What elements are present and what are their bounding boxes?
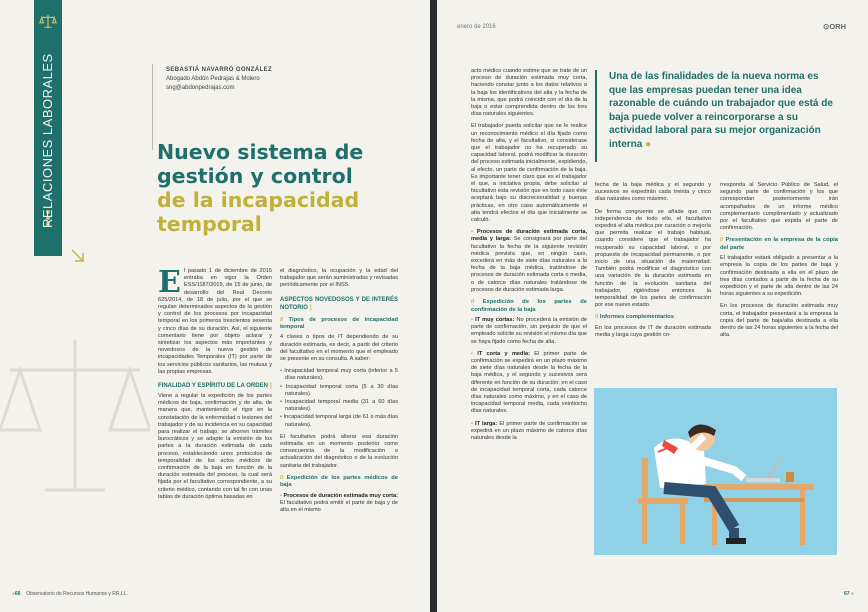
arrow-down-right-icon (70, 248, 86, 264)
title-line-4: temporal (157, 212, 262, 236)
orh-logo: ⊙ORH (823, 22, 846, 31)
illustration-drawing (594, 388, 837, 555)
r-col2-informes-body: En los procesos de IT de duración estimada media y larga cuya gestión co- (595, 324, 711, 339)
r-col3-body2: En los procesos de duración estimada muy corta, el trabajador presentará a la empresa la copia del parte de baja/alta destinada a ella dentro de las 24 horas siguientes a la fecha del alta. (720, 303, 838, 339)
footer-publication: Observatorio de Recursos Humanos y RR.LL. (26, 591, 128, 597)
author-divider (152, 64, 153, 150)
right-footer: 67 ● (844, 591, 854, 597)
list-item: • Incapacidad temporal corta (5 a 30 días naturales). (280, 384, 398, 398)
left-page (0, 0, 430, 612)
intro-text: l pasado 1 de diciembre de 2015 entraba en vigor la Orden ESS/1187/2015, de 15 de junio, de desarrollo del Real Decreto 625/2014, de 18 de julio, por el que se regulan determinados aspectos de la gestión y control de los procesos por incapacidad temporal en los primeros trescientos sesenta y cinco días de su duración. Así, el siguiente comentario tiene por objeto aclarar y sintetizar los aspectos más importantes y novedosos de la nueva gestión de incapacidades Temporales (IT) por parte de los servicios públicos sanitarios, las mutuas y las propias empresas. (158, 268, 272, 375)
subhead-confirmacion: // Expedición de los partes de confirmación de la baja (471, 299, 587, 313)
para-facultativo: El facultativo podrá alterar esa duración estimada en un momento posterior como consecuencia de la modificación o actualización del diagnóstico o de la evolución sanitaria del trabajador. (280, 433, 398, 469)
r-it-corta-media: • IT corta y media: El primer parte de confirmación se expedirá en un plazo máximo de siete días naturales desde la fecha de la baja médica, y el segundo y sucesivos será diferente en función de su duración: en el caso de incapacidad temporal corta, cada catorce días naturales como máximo, y en el caso de incapacidad temporal media, cada veintiocho días naturales. (471, 351, 587, 416)
r-col1-p1: acto médico cuando estime que se trate de un proceso de duración estimada muy corta, haciendo constar junto a los datos relativos a la baja los identificativos del alta y la fecha de la misma, que podrá coincidir con el día de la baja o estar comprendida dentro de los tres días naturales siguientes. (471, 68, 587, 118)
sick-worker-illustration (594, 388, 837, 555)
finalidad-body: Viene a regular la expedición de los partes médicos de baja, confirmación y de alta, de manera que, manteniendo el rigor en la constatación de la enfermedad o lesiones del trabajador y de su incidencia en su capacidad para realizar el trabajo, se ahorren trámites burocráticos y se adapte la emisión de los partes a la duración estimada de cada proceso, estableciendo unos protocolos de temporalidad de los actos médicos de confirmación de la baja en función de la duración estimada del proceso, la cual será fijada por el facultativo correspondiente, a su criterio médico, contando con tal fin con unas tablas de duración óptima basadas en (158, 393, 272, 500)
r-col1-p2: El trabajador pueda solicitar que se le realice un reconocimiento médico el día fijado como fecha de alta, y el facultativo, si considerase que el trabajador no ha recuperado su capacidad laboral, podrá modificar la duración del proceso estimada inicialmente, expidiendo, al efecto, un parte de confirmación de la baja. Es importante tener claro que es el trabajador el que, a iniciativa propia, debe solicitar al facultativo esta revisión que en todo caso éste aceptará bajo su discrecionalidad y buenas prácticas, en otro caso automáticamente el alta tendrá efectos el día que inicialmente se calculó. (471, 123, 587, 224)
right-page (437, 0, 868, 612)
r-it-muy-cortas: • IT muy cortas: No procederá la emisión de parte de confirmación, sin perjuicio de que el empleado solicite su revisión el mismo día que se haya fijado como fecha de alta. (471, 317, 587, 346)
section-label: RELACIONES LABORALES (40, 53, 55, 228)
subhead-tipos: // Tipos de procesos de incapacidad temporal (280, 316, 398, 331)
author-firm: Abogado Abdón Pedrajas & Molero (166, 76, 260, 82)
watermark-scales-icon (0, 330, 150, 500)
author-email[interactable]: sng@abdonpedrajas.com (166, 85, 235, 91)
col2-cont: el diagnóstico, la ocupación y la edad del trabajador que serán suministradas y revisadas periódicamente por el INSS. (280, 268, 398, 289)
article-title (157, 140, 407, 236)
author-block (166, 66, 272, 93)
r-col1-corta-media-larga: • Procesos de duración estimada corta, media y larga: Se consignará por parte del facultativo la fecha de la siguiente revisión médica prevista que, en ningún caso, excederá en más de siete días naturales a la fecha de la baja médica, tratándose de procesos de duración estimada corta o media, o de catorce días naturales tratándose de procesos de duración estimada larga. (471, 229, 587, 294)
r-col2-p2: De forma congruente se añade que con independencia de todo ello, el facultativo expedirá el alta médica por curación o mejoría que permita realizar el trabajo habitual, cuando considere que el trabajador ha recuperado su capacidad laboral, o por propuesta de incapacidad permanente, o por inicio de una situación de maternidad. También podrá modificar el diagnóstico con una variación de la duración estimada en función de la evolución sanitaria del trabajador, rigiéndose entonces la temporalidad de los partes de confirmación por ese nuevo estado. (595, 208, 711, 309)
page-number-left: 66 (15, 591, 21, 597)
list-item: • Incapacidad temporal media (31 a 60 días naturales). (280, 399, 398, 413)
list-item: • Incapacidad temporal muy corta (inferior a 5 días naturales). (280, 368, 398, 382)
heading-finalidad: FINALIDAD Y ESPÍRITU DE LA ORDEN ] (158, 383, 272, 390)
page-number-right: 67 (844, 591, 850, 597)
right-column-1 (471, 68, 587, 447)
title-line-2: gestión y control (157, 164, 353, 188)
r-col3-p1: rresponda al Servicio Público de Salud, el segundo parte de confirmación y los que correspondan posteriormente irán acompañados de un informe médico complementario cumplimentado y actualizado por el facultativo que expida el parte de confirmación. (720, 182, 838, 232)
right-column-2 (595, 182, 711, 344)
title-line-1: Nuevo sistema de (157, 140, 364, 164)
list-item: • Incapacidad temporal larga (de 61 o más días naturales). (280, 414, 398, 428)
left-footer: ●66 Observatorio de Recursos Humanos y RR.LL. (12, 591, 128, 597)
right-column-3 (720, 182, 838, 344)
r-col2-p1: fecha de la baja médica y el segundo y sucesivos se expedirán cada treinta y cinco días naturales como máximo. (595, 182, 711, 203)
left-column-2 (280, 268, 398, 519)
tipos-body: 4 clases o tipos de IT dependiendo de su duración estimada, es decir, a partir del criterio del facultativo en el momento que el empleado se presente en su consulta. A saber: (280, 334, 398, 363)
subhead-informes: // Informes complementarios (595, 314, 674, 321)
header-date: enero de 2016 (457, 24, 496, 30)
subhead-presentacion: // Presentación en la empresa de la copia del parte (720, 237, 838, 251)
pull-quote-bar (595, 70, 597, 162)
pull-quote: Una de las finalidades de la nueva norma es que las empresas puedan tener una idea razonable de cuándo un trabajador que está de baja puede volver a reincorporarse a su actividad laboral para su mejor organización interna ● (609, 71, 833, 150)
r-it-larga: • IT larga: El primer parte de confirmación se expedirá en un plazo máximo de catorce días naturales desde la (471, 421, 587, 443)
left-column-1 (158, 265, 272, 506)
drop-cap: E (158, 265, 181, 300)
section-sidebar (34, 0, 62, 256)
heading-aspectos: ASPECTOS NOVEDOSOS Y DE INTERÉS NOTORIO ] (280, 296, 398, 311)
types-list (280, 368, 398, 429)
title-line-3: de la incapacidad (157, 188, 360, 212)
muy-corta-body: • Procesos de duración estimada muy corta: El facultativo podrá emitir el parte de baja y de alta en el mismo (280, 493, 398, 515)
subhead-expedicion-baja: // Expedición de los partes médicos de baja (280, 474, 398, 489)
r-col3-body: El trabajador estará obligado a presentar a la empresa la copia de los partes de baja y confirmación destinada a ella en el plazo de tres días contados a partir de la fecha de su expedición y el parte de alta dentro de las 24 horas siguientes a su expedición. (720, 255, 838, 298)
author-name: SEBASTIÁ NAVARRO GONZÁLEZ (166, 67, 273, 73)
